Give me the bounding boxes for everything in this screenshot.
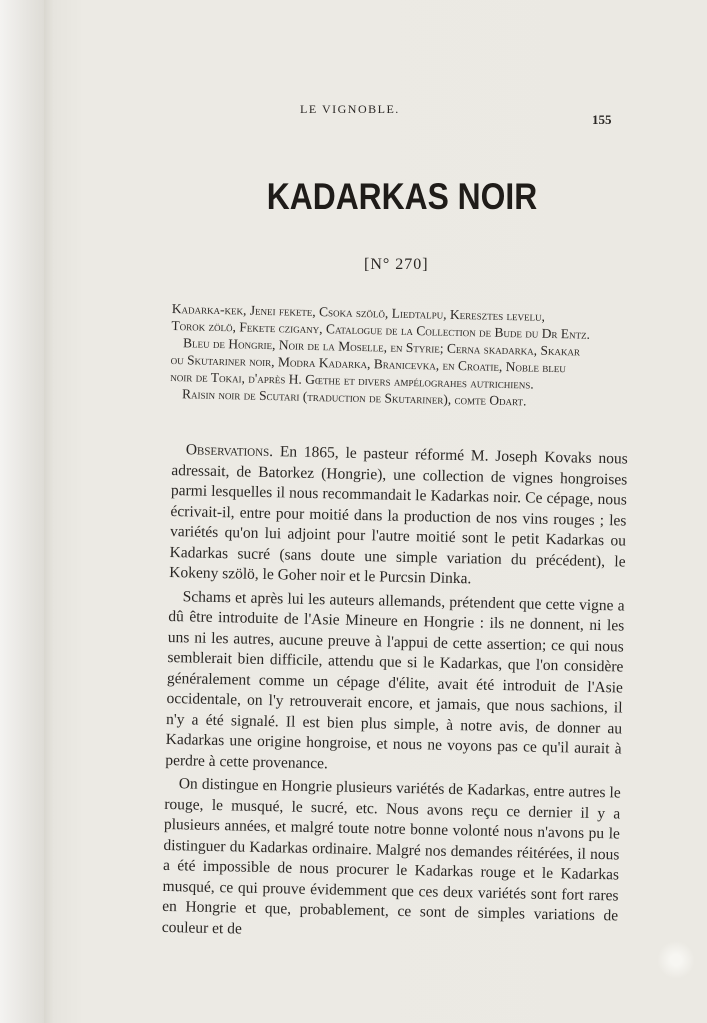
synonym-line: ou Skutariner noir, Modra Kadarka, Branicevka, en Croatie, Noble bleu [170,351,566,376]
synonym-line: noir de Tokai, d'après H. Gœthe et divers ampélograhes autrichiens. [170,368,534,392]
synonym-line: Raisin noir de Scutari (traduction de Skutariner), comte Odart. [181,386,527,409]
book-page [44,0,707,1023]
paragraph [162,774,621,948]
paper-stain [658,940,694,980]
paragraph-text: Schams et après lui les auteurs allemands, prétendent que cette vigne a dû être introduite de l'Asie Mineure en Hongrie : ils ne donnent, ni les uns ni les autres, aucune preuve à l'appui de cette assertion; ce qui nous semblerait bien difficile, attendu que si le Kadarkas, que l'on considère généralement comme un cépage d'élite, avait été introduit de l'Asie occidentale, on l'y retrouverait encore, et jamais, que nous sachions, il n'y a été signalé. Il est bien plus simple, à notre avis, de donner au Kadarkas une origine hongroise, et nous ne voyons pas ce qu'il aurait à perdre à cette provenance. [165,587,625,772]
paragraph-text: En 1865, le pasteur réformé M. Joseph Kovaks nous adressait, de Batorkez (Hongrie), une collection de vignes hongroises parmi lesquelles il nous recommandait le Kadarkas noir. Ce cépage, nous écrivait-il, entre pour moitié dans la production de nos vins rouges ; les variétés qu'on lui adjoint pour l'autre moitié sont le petit Kadarkas ou Kadarkas sucré (sans doute une simple variation du précédent), le Kokeny szölö, le Goher noir et le Purcsin Dinka. [169,443,628,588]
running-head: LE VIGNOBLE. [300,102,400,116]
synonym-line: Kadarka-kek, Jenei fekete, Csoka szölö, Liedtalpu, Keresztes levelu, [171,300,546,324]
page-gutter [0,0,44,1023]
paragraph [165,586,625,780]
paragraph-text: On distingue en Hongrie plusieurs variétés de Kadarkas, entre autres le rouge, le musqué, le sucré, etc. Nous avons reçu ce dernier il y a plusieurs années, et malgré toute notre bonne volonté nous n'avons pu le distinguer du Kadarkas ordinaire. Malgré nos demandes réitérées, il nous a été impossible de nous procurer le Kadarkas rouge et le Kadarkas musqué, ce qui prouve évidemment que ces deux variétés sont fort rares en Hongrie et que, probablement, ce sont de simples variations de couleur et de [161,775,621,938]
page-title: KADARKAS NOIR [266,176,538,217]
synonyms-block [170,300,642,412]
paragraph-lead: Observations. [185,441,274,461]
entry-number: [N° 270] [364,256,429,273]
synonym-line: Bleu de Hongrie, Noir de la Moselle, en Styrie; Cerna skadarka, Skakar [182,335,581,359]
body-text [162,440,628,950]
paragraph [169,440,628,593]
synonym-line: Torok zölö, Fekete czigany, Catalogue de la Collection de Bude du Dr Entz. [171,317,591,342]
page-number: 155 [592,112,612,127]
